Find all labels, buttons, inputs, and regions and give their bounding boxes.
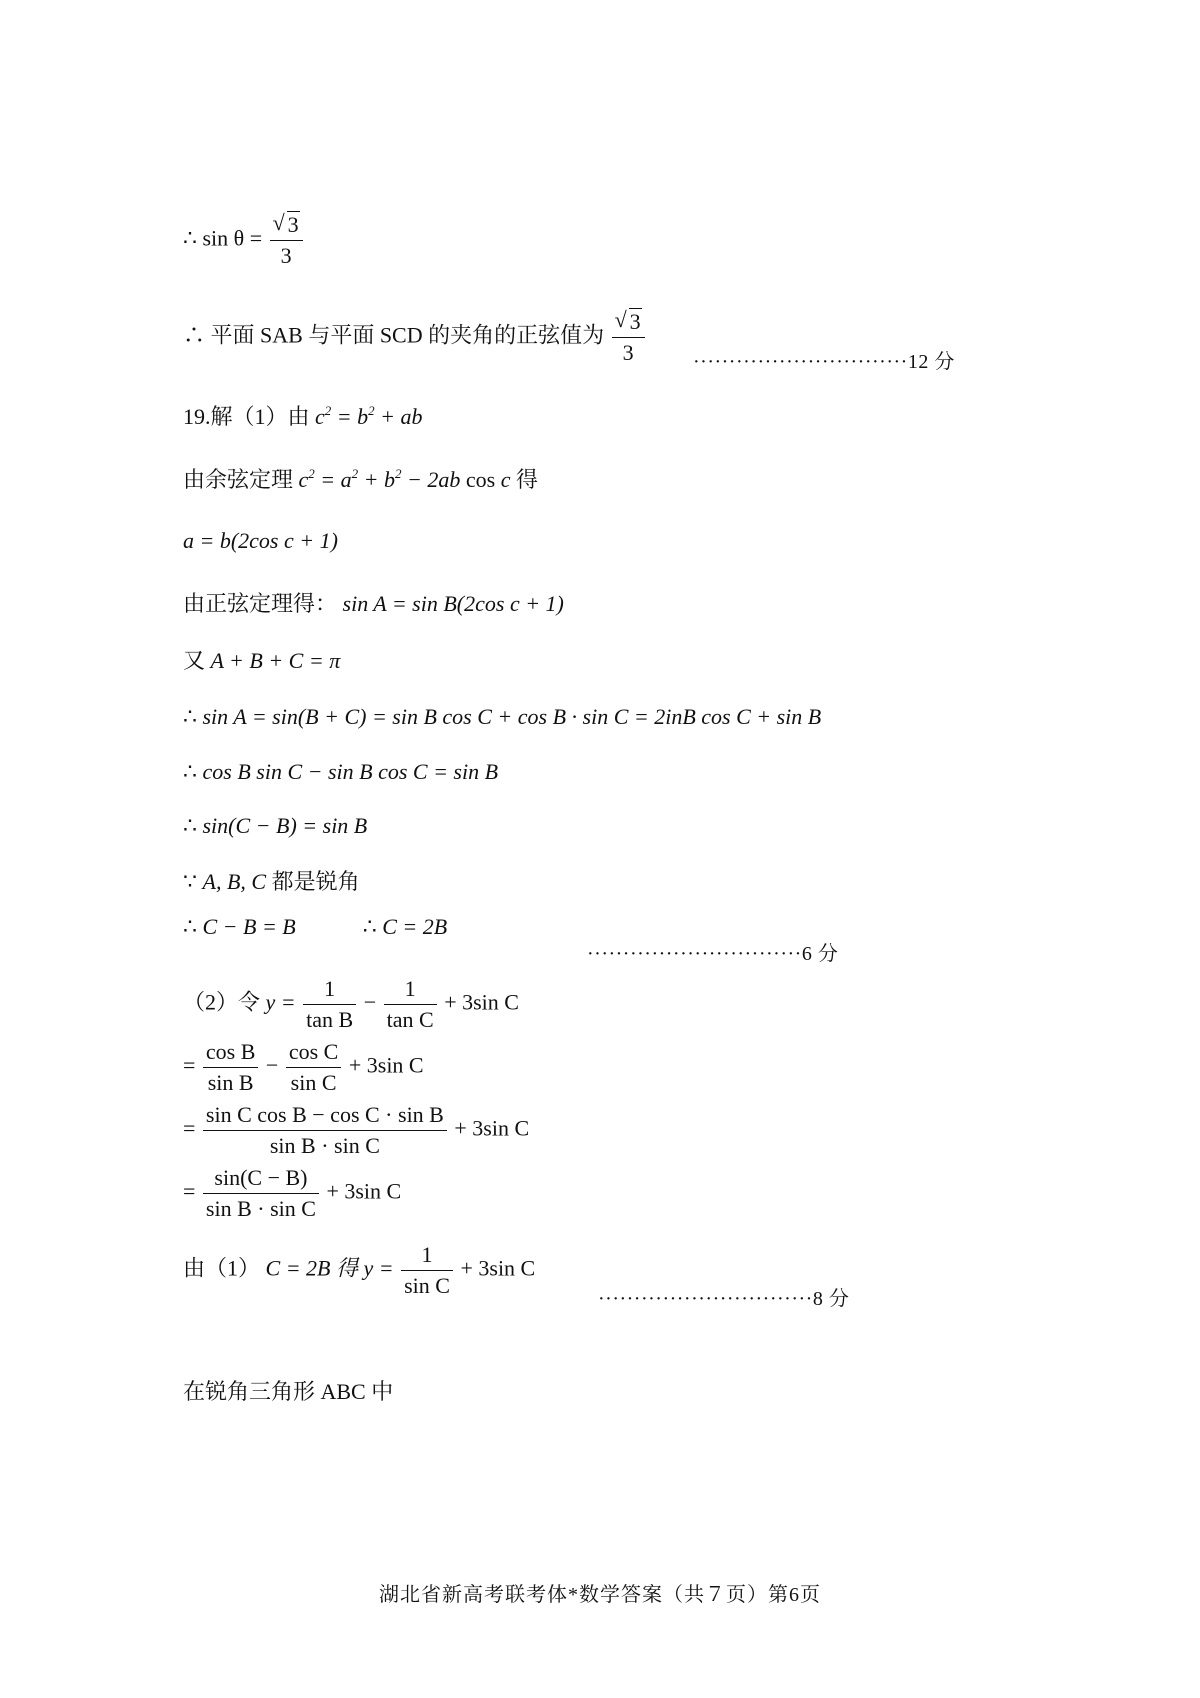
sin-theta-line: ∴ sin θ = √ $\frac{3}{3}$ <box>183 210 305 271</box>
conclusion-line: ∴ C − B = B ∴ C = 2B <box>183 914 448 939</box>
angle-sum-line: 又 A + B + C = π <box>183 648 341 673</box>
page-footer: 湖北省新高考联考体*数学答案（共７页）第6页 <box>379 1584 821 1606</box>
plane-angle-line: ∴ 平面 SAB 与平面 SCD 的夹角的正弦值为 √ $\frac{3}{3}$ <box>183 307 647 368</box>
therefore-symbol: ∴ <box>183 225 197 251</box>
a-eq-line: a = b(2cos c + 1) <box>183 528 338 553</box>
cos-sin-line: = $\frac{\text{cos B}}{\text{sin B}}$ − $\frac{\text{cos C}}{\text{sin C}}$ + 3sin C <box>183 1039 424 1095</box>
score-8-leader: ······························8 分 <box>598 1288 850 1310</box>
sin-diff-frac-line: = $\frac{\sin(C - B)}{\text{sin B · sin C}}$ + 3sin C <box>183 1165 402 1221</box>
fraction-root3-over-3-b: √ $\frac{3}{3}$ <box>612 307 645 368</box>
sin-diff-line: ∴ sin(C − B) = sin B <box>183 813 368 838</box>
score-6-leader: ······························6 分 <box>587 943 839 965</box>
part1-sub-line: 由（1） C = 2B 得 y = $\frac{1}{\text{sin C}}$ + 3sin C <box>183 1242 536 1298</box>
score-12: 12 分 <box>907 351 955 373</box>
part2-line: （2）令 y = $\frac{1}{\text{tan B}}$ − $\frac{1}{\text{tan C}}$ + 3sin C <box>183 976 519 1032</box>
q19-heading: 19.解（1）由 <box>183 404 310 429</box>
acute-triangle-line: 在锐角三角形 ABC 中 <box>183 1379 394 1404</box>
score-12-leader: ······························12 分 <box>693 351 955 373</box>
acute-line: ∵ A, B, C 都是锐角 <box>183 869 360 894</box>
score-8: 8 分 <box>812 1288 850 1310</box>
diff-line: ∴ cos B sin C − sin B cos C = sin B <box>183 759 499 784</box>
expand-line: ∴ sin A = sin(B + C) = sin B cos C + cos B · sin C = 2inB cos C + sin B <box>183 704 822 729</box>
plane-angle-text: 平面 SAB 与平面 SCD 的夹角的正弦值为 <box>210 322 605 348</box>
sine-law-line: 由正弦定理得： sin A = sin B(2cos c + 1) <box>183 591 564 616</box>
score-6: 6 分 <box>801 943 839 965</box>
fraction-root3-over-3: √ $\frac{3}{3}$ <box>270 210 303 271</box>
combined-line: = $\frac{\text{sin C cos B − cos C · sin B}}{\text{sin B · sin C}}$ + 3sin C <box>183 1102 530 1158</box>
q19-line: 19.解（1）由 $c^2 = b^2$ + ab <box>183 403 423 429</box>
cosine-law-line: 由余弦定理 $c^2 = a^2 + b^2 - 2ab$ cos c 得 <box>183 466 538 492</box>
because-symbol: ∵ <box>183 869 197 894</box>
